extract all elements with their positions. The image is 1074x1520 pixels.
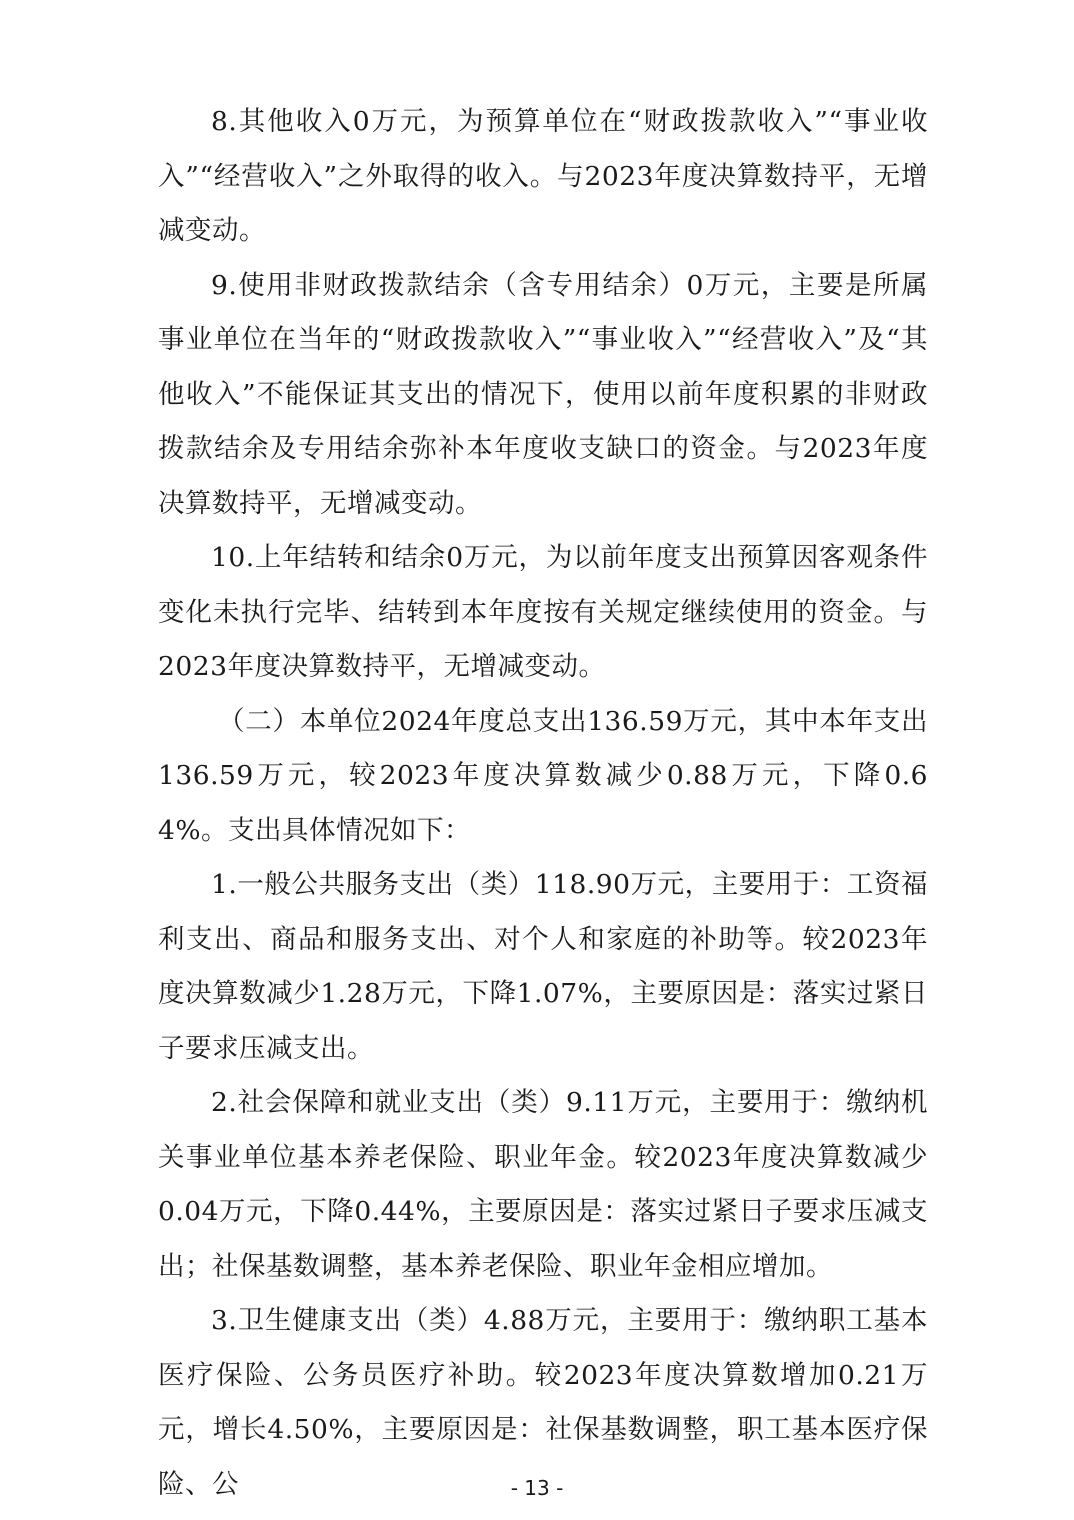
paragraph-carryover-balance: 10.上年结转和结余0万元，为以前年度支出预算因客观条件变化未执行完毕、结转到本年度按有关规定继续使用的资金。与2023年度决算数持平，无增减变动。 <box>158 542 928 682</box>
paragraph-health: 3.卫生健康支出（类）4.88万元，主要用于：缴纳职工基本医疗保险、公务员医疗补助。较2023年度决算数增加0.21万元，增长4.50%，主要原因是：社保基数调整，职工基本医疗保险、公 <box>158 1305 928 1500</box>
paragraph-general-public-services: 1.一般公共服务支出（类）118.90万元，主要用于：工资福利支出、商品和服务支出、对个人和家庭的补助等。较2023年度决算数减少1.28万元，下降1.07%，主要原因是：落实过紧日子要求压减支出。 <box>158 869 928 1064</box>
paragraph-other-income: 8.其他收入0万元，为预算单位在“财政拨款收入”“事业收入”“经营收入”之外取得的收入。与2023年度决算数持平，无增减变动。 <box>158 106 928 246</box>
paragraph-social-security: 2.社会保障和就业支出（类）9.11万元，主要用于：缴纳机关事业单位基本养老保险、职业年金。较2023年度决算数减少0.04万元，下降0.44%，主要原因是：落实过紧日子要求压减支出；社保基数调整，基本养老保险、职业年金相应增加。 <box>158 1087 928 1282</box>
document-body <box>158 95 928 1512</box>
paragraph-non-fiscal-surplus: 9.使用非财政拨款结余（含专用结余）0万元，主要是所属事业单位在当年的“财政拨款收入”“事业收入”“经营收入”及“其他收入”不能保证其支出的情况下，使用以前年度积累的非财政拨款结余及专用结余弥补本年度收支缺口的资金。与2023年度决算数持平，无增减变动。 <box>158 269 928 519</box>
page-number: - 13 - <box>510 1476 564 1500</box>
paragraph-total-expenditure: （二）本单位2024年度总支出136.59万元，其中本年支出136.59万元，较2023年度决算数减少0.88万元，下降0.64%。支出具体情况如下： <box>158 705 928 846</box>
